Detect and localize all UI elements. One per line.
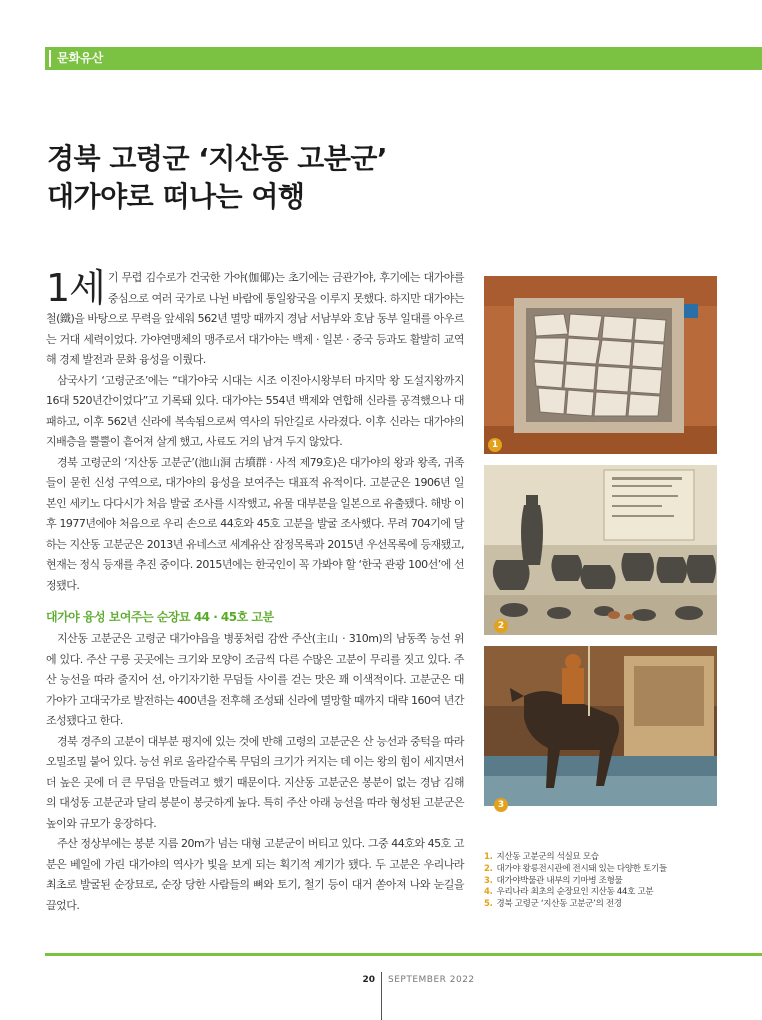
footer-divider	[381, 972, 382, 1020]
title-line-1: 경북 고령군 ‘지산동 고분군’	[47, 142, 388, 175]
drop-cap: 1세	[46, 266, 105, 310]
photo-number-badge: 2	[494, 619, 508, 633]
paragraph: 삼국사기 ‘고령군조’에는 “대가야국 시대는 시조 이진아시왕부터 마지막 왕 도설지왕까지 16대 520년간이었다”고 기록돼 있다. 대가야는 554년 백제와 연합해 신라를 공격했으나 대패하고, 이후 562년 신라에 복속됨으로써 역사의 뒤안길로 사라졌다. 이후 신라는 대가야의 지배층을 뿔뿔이 흩어져 살게 했고, 사료도 거의 남겨 두지 않았다.	[46, 373, 464, 448]
section-header-bar	[45, 47, 762, 70]
paragraph	[46, 268, 464, 371]
section-header-mark	[49, 50, 51, 67]
subheading: 대가야 융성 보여주는 순장묘 44 · 45호 고분	[46, 610, 274, 624]
paragraph: 경북 경주의 고분이 대부분 평지에 있는 것에 반해 고령의 고분군은 산 능선과 중턱을 따라 오밀조밀 붙어 있다. 능선 위로 올라갈수록 무덤의 크기가 커지는 데 이는 왕의 힘이 세지면서 더 높은 곳에 더 큰 무덤을 만들려고 했기 때문이다. 지산동 고분군은 봉분이 없는 경남 김해의 대성동 고분군과 달리 봉분이 봉긋하게 높다. 특히 주산 아래 능선을 따라 형성된 고분군은 높이와 규모가 웅장하다.	[46, 734, 464, 830]
caption-text: 지산동 고분군의 석실묘 모습	[496, 852, 599, 862]
photo-number-badge: 1	[488, 438, 502, 452]
article-body	[46, 268, 464, 916]
section-label: 문화유산	[57, 51, 104, 65]
caption-text: 대가야 왕릉전시관에 전시돼 있는 다양한 토기들	[496, 863, 667, 874]
caption-text: 우리나라 최초의 순장묘인 지산동 44호 고분	[496, 887, 654, 898]
paragraph: 주산 정상부에는 봉분 지름 20m가 넘는 대형 고분군이 버티고 있다. 그중 44호와 45호 고분은 베일에 가린 대가야의 역사가 빛을 보게 되는 획기적 계기가 됐다. 두 고분은 우리나라 최초로 발굴된 순장묘로, 순장 당한 사람들의 뼈와 토기, 철기 등이 대거 쏟아져 나와 눈길을 끌었다.	[46, 837, 464, 912]
caption-number: 2.	[484, 863, 493, 874]
caption-item	[484, 852, 754, 864]
paragraph: 지산동 고분군은 고령군 대가야읍을 병풍처럼 감싼 주산(主山 · 310m)의 남동쪽 능선 위에 있다. 주산 구릉 곳곳에는 크기와 모양이 조금씩 다른 수많은 고분이 무리를 짓고 있다. 주산 능선을 따라 줄지어 선, 아기자기한 무덤들 사이를 걷는 맛은 꽤 이색적이다. 고분군은 대가야가 고대국가로 발전하는 400년을 전후해 조성돼 신라에 멸망할 때까지 대략 160여 년간 조성됐다고 한다.	[46, 632, 464, 727]
photo-number-badge: 3	[494, 798, 508, 812]
page-number: 20	[362, 975, 375, 985]
photo-captions	[484, 852, 754, 911]
paragraph: 경북 고령군의 ‘지산동 고분군’(池山洞 古墳群 · 사적 제79호)은 대가야의 왕과 왕족, 귀족들이 묻힌 신성 구역으로, 대가야의 융성을 보여주는 대표적 유적이다. 고분군은 1906년 일본인 세키노 다다시가 처음 발굴 조사를 시작했고, 유물 대부분을 일본으로 유출됐다. 해방 이후 1977년에야 처음으로 우리 손으로 44호와 45호 고분을 발굴 조사했다. 무려 704기에 달하는 지산동 고분군은 2013년 유네스코 세계유산 잠정목록과 2015년 우선목록에 등재됐고, 현재는 정식 등재를 추진 중이다. 2015년에는 한국인이 꼭 가봐야 할 ‘한국 관광 100선’에 선정됐다.	[46, 455, 464, 592]
caption-item	[484, 887, 754, 899]
caption-number: 5.	[484, 899, 493, 910]
caption-text: 경북 고령군 ‘지산동 고분군’의 전경	[496, 899, 622, 910]
photo-armored-horseman	[484, 646, 717, 810]
article-title	[47, 140, 607, 216]
footer-rule	[45, 953, 762, 956]
caption-text: 대가야박물관 내부의 기마병 조형물	[496, 875, 623, 886]
caption-number: 4.	[484, 887, 493, 898]
caption-item	[484, 864, 754, 876]
paragraph-text: 기 무렵 김수로가 건국한 가야(伽倻)는 초기에는 금관가야, 후기에는 대가야를 중심으로 여러 국가로 나뉜 바람에 통일왕국을 이루지 못했다. 하지만 대가야는 철(鐵)을 바탕으로 무력을 앞세워 562년 멸망 때까지 경남 서남부와 호남 동부 일대를 아우르는 거대 세력이었다. 가야연맹체의 맹주로서 대가야는 백제 · 일본 · 중국 등과도 활발히 교역해 경제 발전과 문화 융성을 이뤘다.	[46, 271, 464, 366]
photo-stone-chamber-tomb	[484, 276, 717, 454]
caption-number: 1.	[484, 852, 493, 862]
issue-date: SEPTEMBER 2022	[388, 975, 475, 985]
title-line-2: 대가야로 떠나는 여행	[47, 180, 305, 213]
caption-item	[484, 876, 754, 888]
photo-pottery-display	[484, 465, 717, 635]
caption-item	[484, 899, 754, 911]
caption-number: 3.	[484, 875, 493, 886]
